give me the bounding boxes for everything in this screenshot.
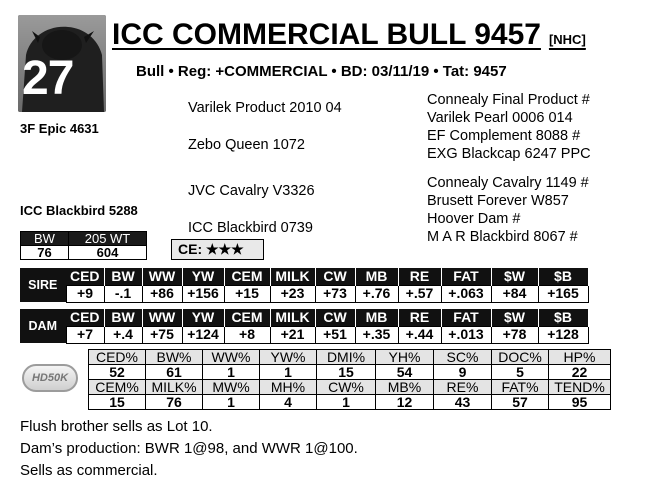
epd-header: YW — [182, 268, 224, 285]
sire-epd-cw: +73 — [315, 285, 355, 302]
pct-header: WW% — [203, 350, 260, 365]
pedigree-far-3: EF Complement 8088 # — [427, 128, 581, 144]
pct-header: BW% — [146, 350, 203, 365]
pedigree-dam: ICC Blackbird 5288 — [20, 203, 138, 218]
pct-header: YW% — [260, 350, 317, 365]
lot-notes — [20, 416, 358, 482]
pct-header: HP% — [549, 350, 611, 365]
pct-value: 1 — [317, 395, 376, 410]
epd-header: MILK — [270, 309, 315, 326]
animal-subtitle: Bull • Reg: +COMMERCIAL • BD: 03/11/19 • Tat: 9457 — [136, 63, 507, 80]
epd-header: MB — [355, 268, 398, 285]
weights-header-bw: BW — [21, 232, 69, 246]
hd50k-logo: HD50K — [22, 364, 78, 392]
sire-epd-b-index: +165 — [538, 285, 588, 302]
pct-value: 1 — [203, 395, 260, 410]
weights-header-205wt: 205 WT — [69, 232, 147, 246]
pct-header: CEM% — [89, 380, 146, 395]
dam-epd-milk: +21 — [270, 326, 315, 343]
note-line: Dam’s production: BWR 1@98, and WWR 1@100. — [20, 440, 358, 457]
epd-header: $B — [538, 268, 588, 285]
pct-value: 61 — [146, 365, 203, 380]
animal-title — [112, 18, 586, 57]
sire-epd-cem: +15 — [224, 285, 270, 302]
pedigree-far-4: EXG Blackcap 6247 PPC — [427, 146, 591, 162]
pct-value: 43 — [434, 395, 492, 410]
dam-epd-label: DAM — [20, 309, 66, 343]
epd-header: RE — [398, 309, 441, 326]
weights-value-205wt: 604 — [69, 246, 147, 260]
weights-table — [20, 231, 147, 260]
epd-header: FAT — [441, 309, 491, 326]
dam-epd-bw: +.4 — [104, 326, 142, 343]
pct-header: CED% — [89, 350, 146, 365]
pedigree-far-8: M A R Blackbird 8067 # — [427, 229, 578, 245]
pct-header: MB% — [376, 380, 434, 395]
sire-epd-ced: +9 — [66, 285, 104, 302]
pedigree-sire: 3F Epic 4631 — [20, 121, 99, 136]
note-line: Sells as commercial. — [20, 462, 158, 479]
dam-epd-cw: +51 — [315, 326, 355, 343]
pct-header: SC% — [434, 350, 492, 365]
pedigree-far-2: Varilek Pearl 0006 014 — [427, 110, 573, 126]
epd-header: CW — [315, 268, 355, 285]
epd-header: BW — [104, 268, 142, 285]
pedigree-far-7: Hoover Dam # — [427, 211, 521, 227]
epd-header: CEM — [224, 268, 270, 285]
sire-epd-milk: +23 — [270, 285, 315, 302]
dam-epd-re: +.44 — [398, 326, 441, 343]
pedigree-far-5: Connealy Cavalry 1149 # — [427, 175, 589, 191]
pct-header: FAT% — [492, 380, 549, 395]
pct-value: 4 — [260, 395, 317, 410]
pct-value: 54 — [376, 365, 434, 380]
pct-value: 15 — [89, 395, 146, 410]
pct-value: 1 — [260, 365, 317, 380]
epd-header: $W — [491, 268, 538, 285]
sire-epd-re: +.57 — [398, 285, 441, 302]
pedigree-far-6: Brusett Forever W857 — [427, 193, 569, 209]
pct-value: 9 — [434, 365, 492, 380]
epd-header: FAT — [441, 268, 491, 285]
epd-header: CED — [66, 309, 104, 326]
sire-epd-yw: +156 — [182, 285, 224, 302]
dam-epd-ced: +7 — [66, 326, 104, 343]
dam-epd-fat: +.013 — [441, 326, 491, 343]
weights-value-bw: 76 — [21, 246, 69, 260]
pct-value: 52 — [89, 365, 146, 380]
dam-epd-w-index: +78 — [491, 326, 538, 343]
calving-ease-badge: CE: ★★★ — [171, 239, 264, 260]
pct-value: 76 — [146, 395, 203, 410]
sire-epd-w-index: +84 — [491, 285, 538, 302]
epd-header: RE — [398, 268, 441, 285]
title-text: ICC COMMERCIAL BULL 9457 — [112, 18, 541, 51]
epd-header: CED — [66, 268, 104, 285]
percentile-table — [88, 349, 611, 410]
lot-number: 27 — [22, 52, 74, 105]
pedigree-sire-sire: Varilek Product 2010 04 — [188, 100, 342, 116]
epd-header: WW — [142, 309, 182, 326]
dam-epd-mb: +.35 — [355, 326, 398, 343]
pedigree-dam-dam: ICC Blackbird 0739 — [188, 220, 313, 236]
epd-header: MILK — [270, 268, 315, 285]
pct-value: 1 — [203, 365, 260, 380]
pct-header: MILK% — [146, 380, 203, 395]
sire-epd-mb: +.76 — [355, 285, 398, 302]
pct-value: 5 — [492, 365, 549, 380]
pct-value: 15 — [317, 365, 376, 380]
pct-header: TEND% — [549, 380, 611, 395]
pedigree-far-1: Connealy Final Product # — [427, 92, 590, 108]
epd-header: BW — [104, 309, 142, 326]
pedigree-dam-sire: JVC Cavalry V3326 — [188, 183, 315, 199]
epd-header: WW — [142, 268, 182, 285]
pct-value: 95 — [549, 395, 611, 410]
epd-header: $B — [538, 309, 588, 326]
pct-header: CW% — [317, 380, 376, 395]
sire-epd-bw: -.1 — [104, 285, 142, 302]
pct-header: YH% — [376, 350, 434, 365]
dam-epd-yw: +124 — [182, 326, 224, 343]
sire-epd-fat: +.063 — [441, 285, 491, 302]
epd-header: CEM — [224, 309, 270, 326]
pct-value: 22 — [549, 365, 611, 380]
sire-epd-label: SIRE — [20, 268, 66, 302]
registry-tag: [NHC] — [548, 32, 586, 47]
epd-header: $W — [491, 309, 538, 326]
dam-epd-ww: +75 — [142, 326, 182, 343]
pct-value: 12 — [376, 395, 434, 410]
epd-header: CW — [315, 309, 355, 326]
pct-header: DMI% — [317, 350, 376, 365]
note-line: Flush brother sells as Lot 10. — [20, 418, 213, 435]
pct-header: MW% — [203, 380, 260, 395]
sire-epd-ww: +86 — [142, 285, 182, 302]
pct-header: DOC% — [492, 350, 549, 365]
dam-epd-cem: +8 — [224, 326, 270, 343]
epd-header: MB — [355, 309, 398, 326]
pct-value: 57 — [492, 395, 549, 410]
dam-epd-table — [20, 309, 589, 344]
pct-header: MH% — [260, 380, 317, 395]
sire-epd-table — [20, 268, 589, 303]
pct-header: RE% — [434, 380, 492, 395]
epd-header: YW — [182, 309, 224, 326]
pedigree-sire-dam: Zebo Queen 1072 — [188, 137, 305, 153]
dam-epd-b-index: +128 — [538, 326, 588, 343]
